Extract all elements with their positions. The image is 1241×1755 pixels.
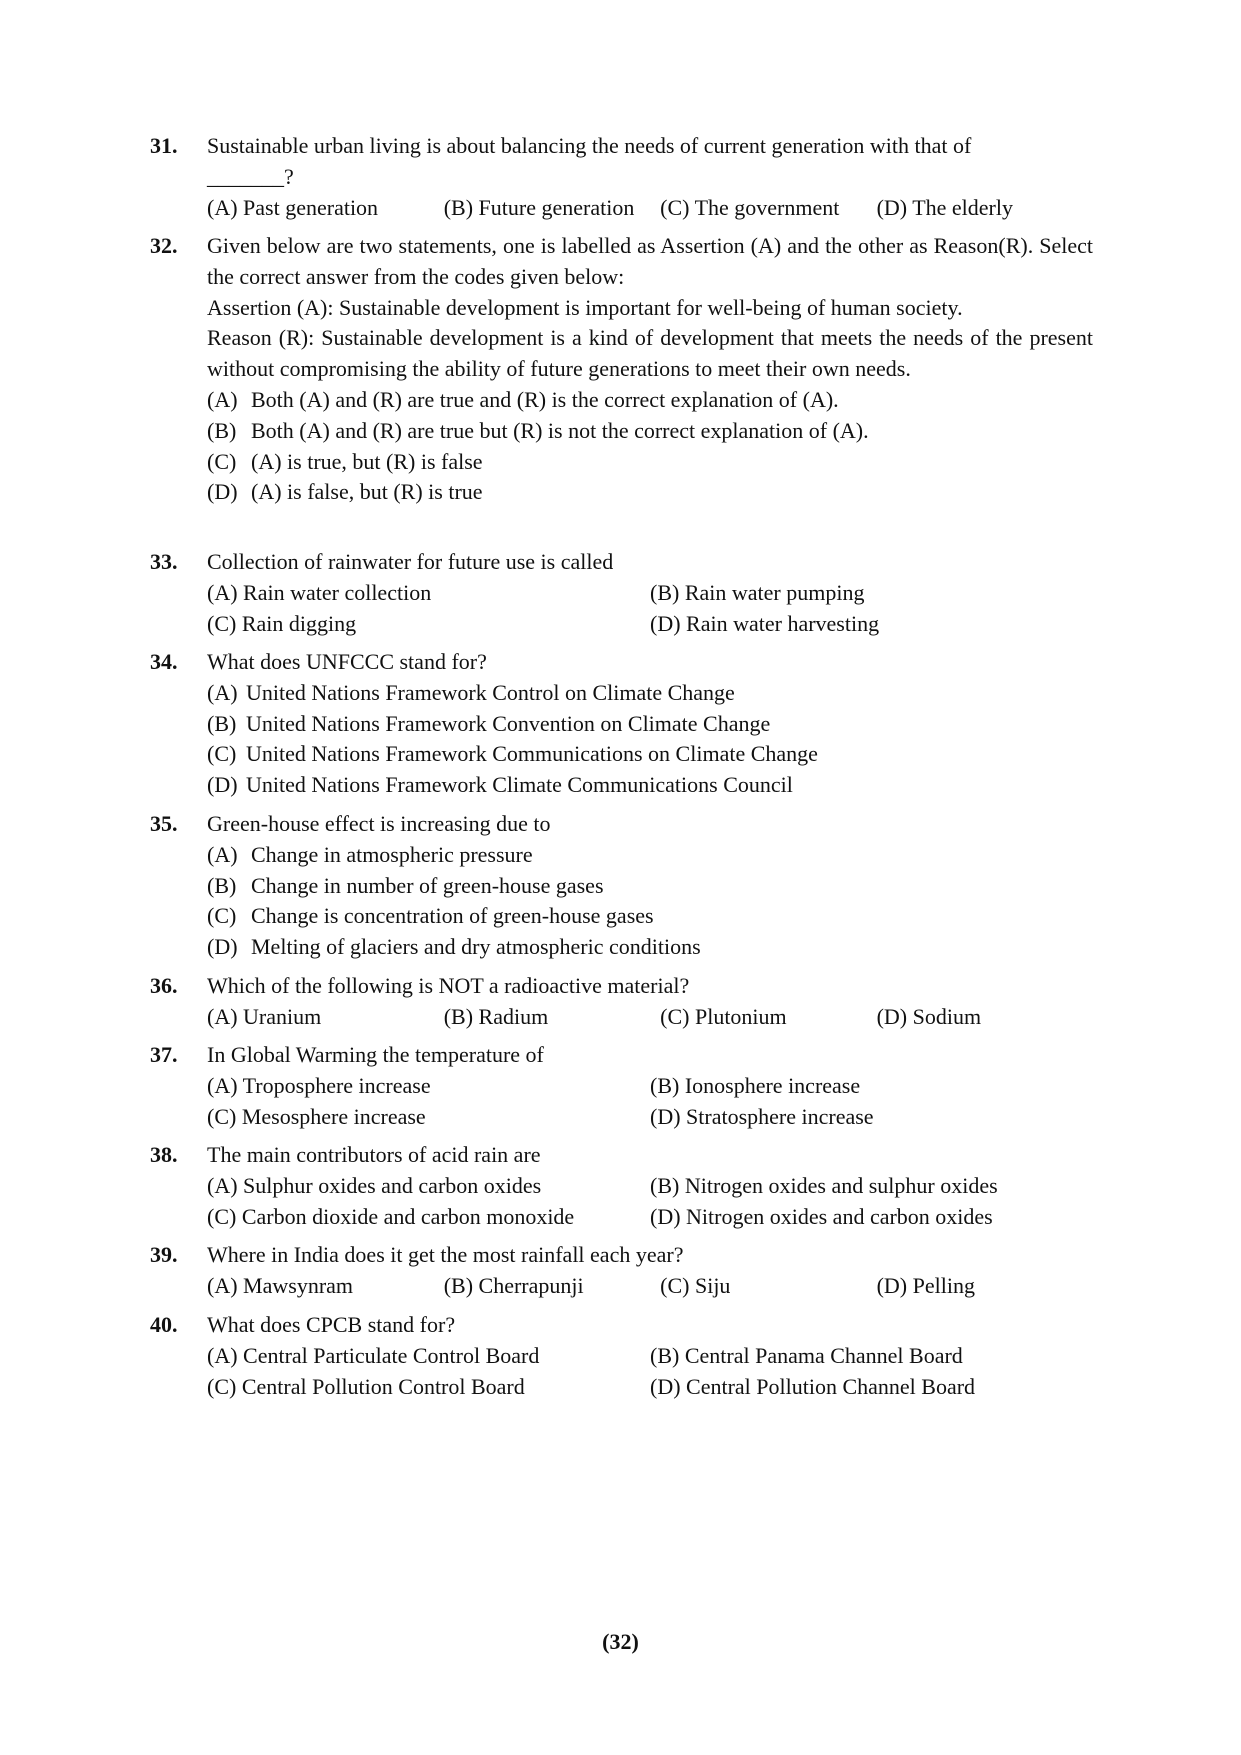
options-row — [207, 1171, 1093, 1202]
option-a: (A) Troposphere increase — [207, 1072, 431, 1098]
question-text: Which of the following is NOT a radioactive material? — [207, 973, 690, 998]
option-text: United Nations Framework Climate Communications Council — [246, 772, 793, 798]
option-d: (D) Central Pollution Channel Board — [650, 1373, 976, 1399]
option-d — [207, 932, 1093, 963]
option-d: (D) Rain water harvesting — [650, 610, 880, 636]
option-a: (A) Mawsynram — [207, 1272, 354, 1298]
option-label: (B) — [207, 710, 237, 736]
option-b: (B) Future generation — [443, 194, 635, 220]
question-text: Given below are two statements, one is labelled as Assertion (A) and the other as Reason(R). Select the correct answer from the codes given below: — [207, 233, 1093, 289]
option-d — [207, 477, 1093, 508]
option-text: Both (A) and (R) are true but (R) is not the correct explanation of (A). — [251, 417, 869, 443]
option-label: (A) — [207, 679, 238, 705]
question-34 — [150, 647, 1093, 801]
option-text: Change in number of green-house gases — [251, 872, 604, 898]
question-number: 32. — [150, 233, 178, 258]
question-number: 37. — [150, 1042, 178, 1067]
option-label: (D) — [207, 479, 238, 505]
options-row — [207, 1002, 1093, 1033]
option-b: (B) Radium — [443, 1003, 549, 1029]
option-c — [207, 901, 1093, 932]
option-c — [207, 447, 1093, 478]
option-b: (B) Central Panama Channel Board — [650, 1342, 963, 1368]
option-d: (D) The elderly — [876, 194, 1013, 220]
option-d: (D) Stratosphere increase — [650, 1103, 874, 1129]
option-d: (D) Nitrogen oxides and carbon oxides — [650, 1203, 993, 1229]
options-row — [207, 1372, 1093, 1403]
reason-text: Reason (R): Sustainable development is a kind of development that meets the needs of the present without compromising the ability of future generations to meet their own needs. — [207, 325, 1093, 382]
question-number: 40. — [150, 1312, 178, 1337]
question-31 — [150, 131, 1093, 223]
option-b — [207, 709, 1093, 740]
option-text: Change in atmospheric pressure — [251, 841, 533, 867]
question-37 — [150, 1040, 1093, 1132]
option-a: (A) Uranium — [207, 1003, 322, 1029]
options-row — [207, 1071, 1093, 1102]
option-text: United Nations Framework Convention on Climate Change — [246, 710, 771, 736]
question-text: What does CPCB stand for? — [207, 1312, 456, 1337]
option-a — [207, 678, 1093, 709]
option-text: United Nations Framework Control on Climate Change — [246, 679, 735, 705]
option-label: (C) — [207, 448, 237, 474]
option-label: (C) — [207, 903, 237, 929]
option-a: (A) Central Particulate Control Board — [207, 1342, 540, 1368]
question-number: 35. — [150, 811, 178, 836]
option-label: (D) — [207, 934, 238, 960]
option-text: (A) is true, but (R) is false — [251, 448, 483, 474]
option-c: (C) Siju — [660, 1272, 731, 1298]
question-36 — [150, 971, 1093, 1033]
option-label: (A) — [207, 841, 238, 867]
question-40 — [150, 1310, 1093, 1402]
question-number: 36. — [150, 973, 178, 998]
option-b — [207, 871, 1093, 902]
options-row — [207, 1341, 1093, 1372]
question-text: Sustainable urban living is about balancing the needs of current generation with that of — [207, 133, 972, 158]
option-b: (B) Ionosphere increase — [650, 1072, 861, 1098]
option-text: (A) is false, but (R) is true — [251, 479, 483, 505]
options-row — [207, 1202, 1093, 1233]
answer-blank: _______? — [207, 163, 294, 189]
question-text: Green-house effect is increasing due to — [207, 811, 551, 836]
option-label: (B) — [207, 872, 237, 898]
option-b — [207, 416, 1093, 447]
question-38 — [150, 1140, 1093, 1232]
question-number: 31. — [150, 133, 178, 158]
option-text: Change is concentration of green-house gases — [251, 903, 654, 929]
assertion-text: Assertion (A): Sustainable development is important for well-being of human society. — [207, 294, 963, 320]
option-c: (C) The government — [660, 194, 840, 220]
page-number: (32) — [602, 1629, 639, 1654]
question-number: 33. — [150, 549, 178, 574]
option-b: (B) Rain water pumping — [650, 579, 865, 605]
option-a — [207, 840, 1093, 871]
option-c: (C) Mesosphere increase — [207, 1103, 426, 1129]
option-c: (C) Rain digging — [207, 610, 357, 636]
options-row — [207, 1102, 1093, 1133]
option-a — [207, 385, 1093, 416]
option-d — [207, 770, 1093, 801]
option-b: (B) Cherrapunji — [443, 1272, 584, 1298]
option-text: Melting of glaciers and dry atmospheric conditions — [251, 934, 701, 960]
option-a: (A) Rain water collection — [207, 579, 432, 605]
question-number: 38. — [150, 1142, 178, 1167]
question-33 — [150, 547, 1093, 639]
option-text: Both (A) and (R) are true and (R) is the correct explanation of (A). — [251, 386, 839, 412]
question-32 — [150, 231, 1093, 508]
option-b: (B) Nitrogen oxides and sulphur oxides — [650, 1172, 998, 1198]
option-a: (A) Past generation — [207, 194, 379, 220]
options-row — [207, 578, 1093, 609]
question-text: Where in India does it get the most rainfall each year? — [207, 1242, 684, 1267]
option-c: (C) Central Pollution Control Board — [207, 1373, 525, 1399]
question-text: The main contributors of acid rain are — [207, 1142, 541, 1167]
question-35 — [150, 809, 1093, 963]
options-row — [207, 1271, 1093, 1302]
option-label: (D) — [207, 772, 238, 798]
option-d: (D) Pelling — [876, 1272, 975, 1298]
question-text: Collection of rainwater for future use is called — [207, 549, 614, 574]
option-d: (D) Sodium — [876, 1003, 982, 1029]
option-label: (A) — [207, 386, 238, 412]
question-text: What does UNFCCC stand for? — [207, 649, 487, 674]
option-label: (B) — [207, 417, 237, 443]
option-c: (C) Carbon dioxide and carbon monoxide — [207, 1203, 575, 1229]
question-number: 39. — [150, 1242, 178, 1267]
question-39 — [150, 1240, 1093, 1302]
option-text: United Nations Framework Communications on Climate Change — [246, 741, 818, 767]
question-text: In Global Warming the temperature of — [207, 1042, 544, 1067]
options-row — [207, 609, 1093, 640]
question-number: 34. — [150, 649, 178, 674]
option-a: (A) Sulphur oxides and carbon oxides — [207, 1172, 542, 1198]
option-label: (C) — [207, 741, 237, 767]
option-c: (C) Plutonium — [660, 1003, 787, 1029]
option-c — [207, 739, 1093, 770]
options-row — [207, 193, 1093, 224]
